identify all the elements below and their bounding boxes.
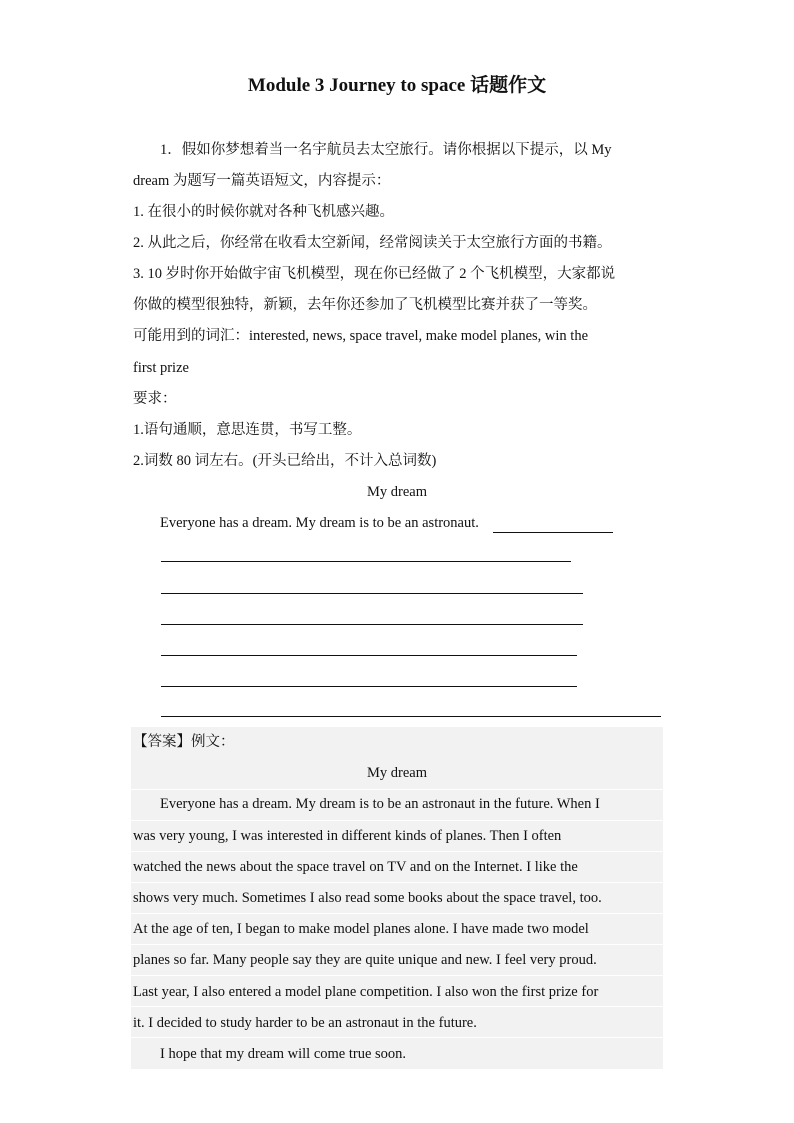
row-divider [131,944,663,945]
page-title: Module 3 Journey to space 话题作文 [247,75,547,96]
answer-blank-line-5[interactable] [161,686,577,687]
answer-line-6: planes so far. Many people say they are quite unique and new. I feel very proud. [133,952,597,968]
answer-blank-line-1[interactable] [161,561,571,562]
task-intro-line-2: dream 为题写一篇英语短文，内容提示： [133,173,391,189]
row-divider [131,975,663,976]
vocabulary-line-1: 可能用到的词汇：interested, news, space travel, make model planes, win the [133,328,589,344]
row-divider [131,882,663,883]
answer-line-5: At the age of ten, I began to make model planes alone. I have made two model [133,921,589,937]
answer-label: 【答案】例文： [133,734,235,750]
answer-closing: I hope that my dream will come true soon. [160,1046,407,1062]
answer-blank-line-2[interactable] [161,593,583,594]
answer-line-3: watched the news about the space travel on TV and on the Internet. I like the [133,859,578,875]
row-divider [131,1037,663,1038]
row-divider [131,789,663,790]
answer-line-4: shows very much. Sometimes I also read some books about the space travel, too. [133,890,602,906]
hint-1: 1. 在很小的时候你就对各种飞机感兴趣。 [133,204,394,220]
answer-blank-inline[interactable] [493,518,613,533]
writing-opening [160,513,613,533]
row-divider [131,820,663,821]
requirement-1: 1.语句通顺，意思连贯，书写工整。 [133,422,362,438]
hint-2: 2. 从此之后，你经常在收看太空新闻，经常阅读关于太空旅行方面的书籍。 [133,235,612,251]
answer-heading: My dream [367,765,427,781]
writing-opening-text: Everyone has a dream. My dream is to be an astronaut. [160,515,479,531]
answer-blank-line-4[interactable] [161,655,577,656]
row-divider [131,913,663,914]
answer-line-7: Last year, I also entered a model plane competition. I also won the first prize for [133,984,599,1000]
hint-3-line-1: 3. 10 岁时你开始做宇宙飞机模型，现在你已经做了 2 个飞机模型，大家都说 [133,266,616,282]
answer-blank-line-6[interactable] [161,716,661,717]
row-divider [131,851,663,852]
requirements-label: 要求： [133,391,177,407]
row-divider [131,1006,663,1007]
writing-heading: My dream [367,484,427,500]
vocabulary-line-2: first prize [133,360,189,376]
answer-line-8: it. I decided to study harder to be an astronaut in the future. [133,1015,477,1031]
answer-blank-line-3[interactable] [161,624,583,625]
task-intro-line-1: 1．假如你梦想着当一名宇航员去太空旅行。请你根据以下提示，以 My [160,142,612,158]
answer-line-2: was very young, I was interested in different kinds of planes. Then I often [133,828,562,844]
answer-line-1: Everyone has a dream. My dream is to be an astronaut in the future. When I [160,796,600,812]
hint-3-line-2: 你做的模型很独特，新颖，去年你还参加了飞机模型比赛并获了一等奖。 [133,297,597,313]
requirement-2: 2.词数 80 词左右。(开头已给出，不计入总词数) [133,453,437,469]
